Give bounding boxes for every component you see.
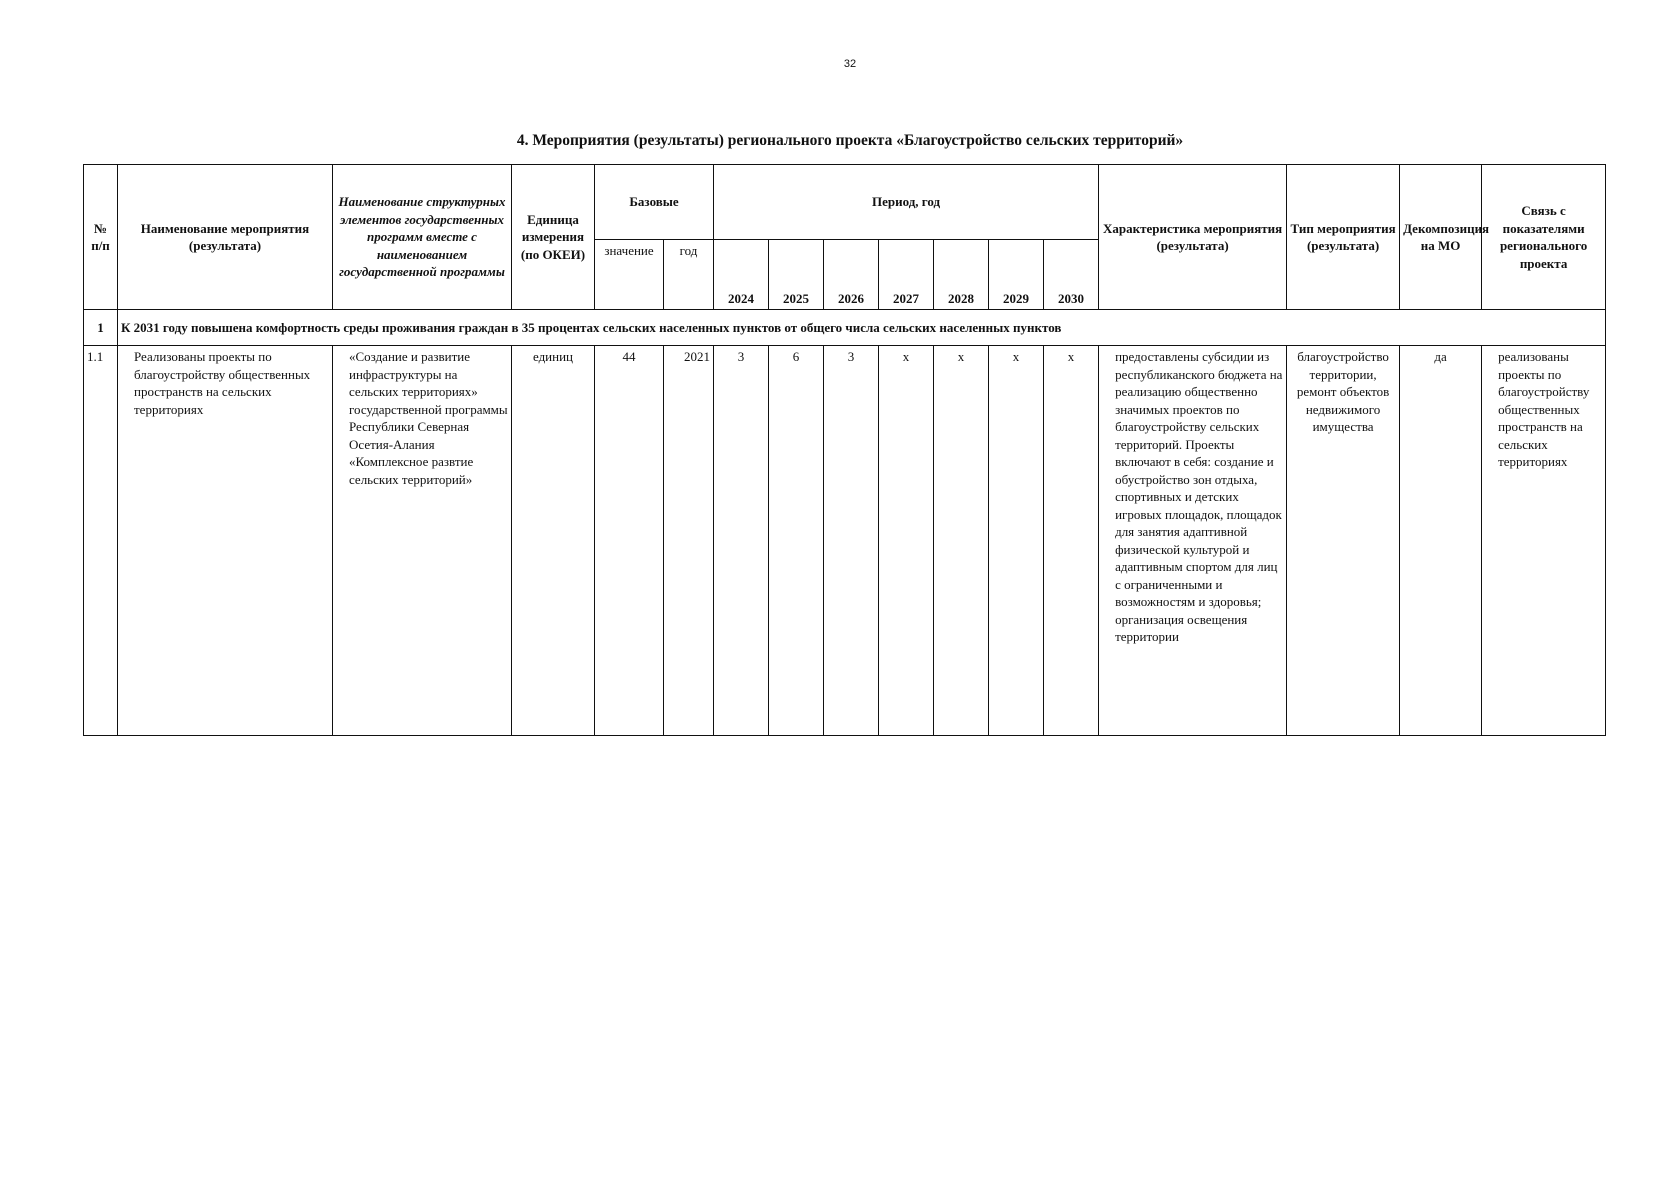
table-row [84, 346, 1606, 736]
header-type: Тип мероприятия (результата) [1287, 165, 1400, 310]
row-year-2029: x [989, 346, 1044, 736]
row-num: 1.1 [84, 346, 118, 736]
goal-num: 1 [84, 310, 118, 346]
header-year-2026: 2026 [824, 240, 879, 310]
events-table [83, 164, 1606, 736]
row-name: Реализованы проекты по благоустройству общественных пространств на сельских территориях [118, 346, 333, 736]
goal-row [84, 310, 1606, 346]
goal-text: К 2031 году повышена комфортность среды проживания граждан в 35 процентах сельских населенных пунктов от общего числа сельских населенных пунктов [118, 310, 1606, 346]
header-year-2029: 2029 [989, 240, 1044, 310]
header-year-2030: 2030 [1044, 240, 1099, 310]
row-struct: «Создание и развитие инфраструктуры на сельских территориях» государственной программы Республики Северная Осетия-Алания «Комплексное развтие сельских территорий» [333, 346, 512, 736]
row-base-year: 2021 [664, 346, 714, 736]
row-decomposition: да [1400, 346, 1482, 736]
row-year-2024: 3 [714, 346, 769, 736]
header-base-year: год [664, 240, 714, 310]
page-number: 32 [843, 58, 857, 70]
row-year-2030: x [1044, 346, 1099, 736]
header-base-value: значение [595, 240, 664, 310]
header-unit: Единица измерения (по ОКЕИ) [512, 165, 595, 310]
section-title: 4. Мероприятия (результаты) регионального проекта «Благоустройство сельских территорий» [516, 132, 1184, 149]
row-year-2025: 6 [769, 346, 824, 736]
row-year-2028: x [934, 346, 989, 736]
header-decomp: Декомпозиция на МО [1400, 165, 1482, 310]
row-link: реализованы проекты по благоустройству общественных пространств на сельских территориях [1482, 346, 1606, 736]
header-year-2028: 2028 [934, 240, 989, 310]
row-characteristic: предоставлены субсидии из республиканского бюджета на реализацию общественно значимых проектов по благоустройству сельских территорий. Проекты включают в себя: создание и обустройство зон отдыха, спортивных и детских игровых площадок, площадок для занятия адаптивной физической культурой и адаптивным спортом для лиц с ограниченными и возможностям и здоровья; организация освещения территории [1099, 346, 1287, 736]
row-year-2027: x [879, 346, 934, 736]
header-year-2025: 2025 [769, 240, 824, 310]
header-year-2024: 2024 [714, 240, 769, 310]
header-struct: Наименование структурных элементов государственных программ вместе с наименованием государственной программы [333, 165, 512, 310]
header-num: № п/п [84, 165, 118, 310]
header-period: Период, год [714, 165, 1099, 240]
header-year-2027: 2027 [879, 240, 934, 310]
row-year-2026: 3 [824, 346, 879, 736]
row-unit: единиц [512, 346, 595, 736]
row-type: благоустройство территории, ремонт объектов недвижимого имущества [1287, 346, 1400, 736]
header-base: Базовые [595, 165, 714, 240]
header-link: Связь с показателями регионального проекта [1482, 165, 1606, 310]
header-name: Наименование мероприятия (результата) [118, 165, 333, 310]
header-char: Характеристика мероприятия (результата) [1099, 165, 1287, 310]
row-base-value: 44 [595, 346, 664, 736]
